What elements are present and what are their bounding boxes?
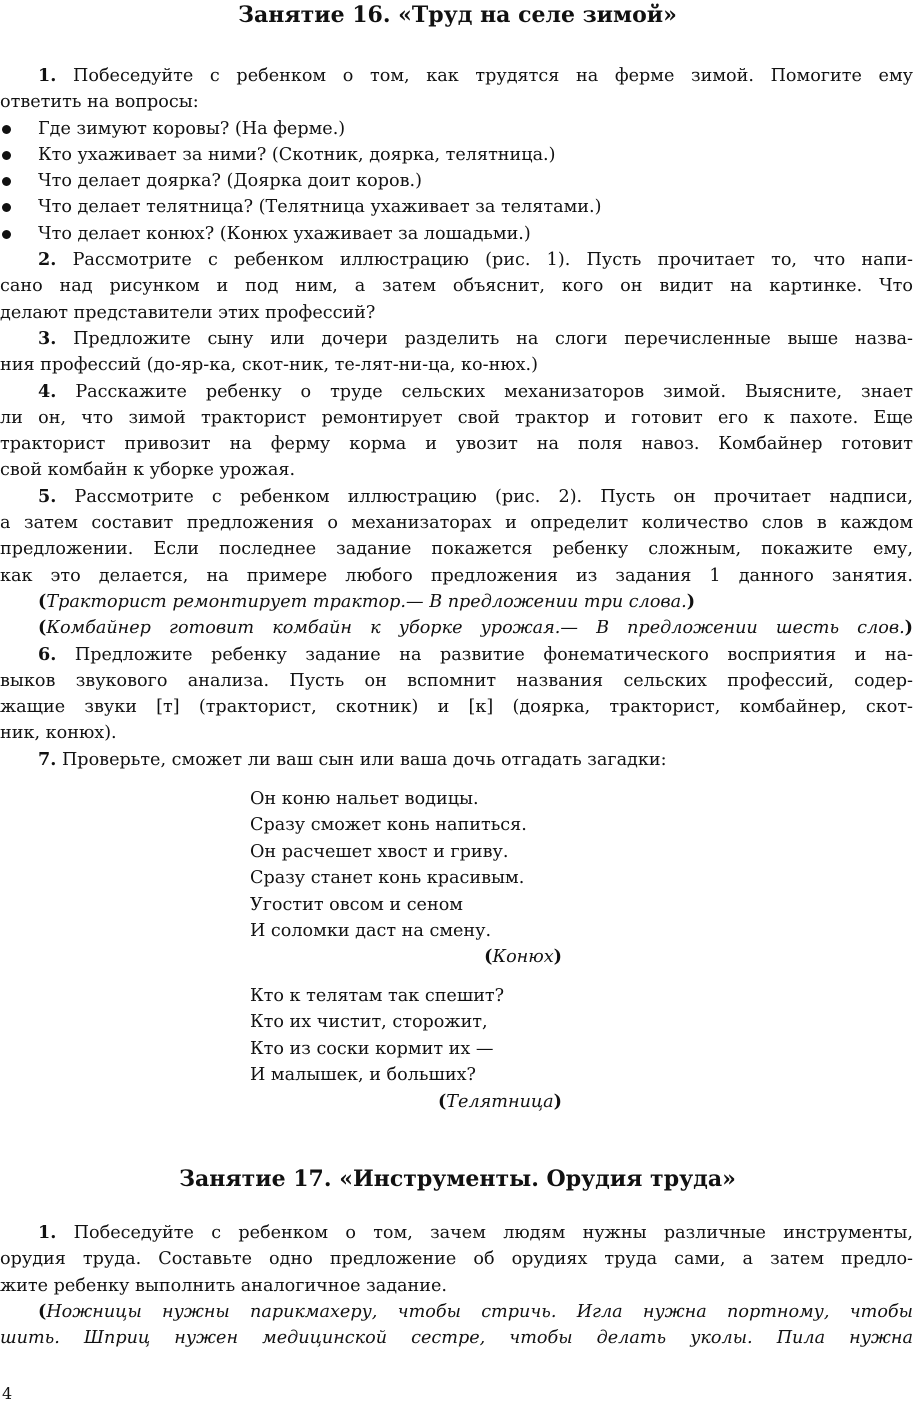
riddle-line: Сразу станет конь красивым. <box>250 868 525 889</box>
paren: ( <box>437 1090 447 1112</box>
text-line <box>0 300 913 326</box>
italic-text: Комбайнер готовит комбайн к уборке урожая.— В предложении шесть слов. <box>46 618 905 639</box>
text-line <box>0 720 913 746</box>
text-line <box>0 668 913 694</box>
text: Кто ухаживает за ними? (Скотник, доярка, телятница.) <box>38 144 556 165</box>
answer-text: Конюх <box>492 947 554 968</box>
text: а затем составит предложения о механизаторах и определит количество слов в каждом <box>0 513 913 534</box>
text-line <box>0 273 913 299</box>
text-line <box>0 694 913 720</box>
text: Проверьте, сможет ли ваш сын или ваша дочь отгадать загадки: <box>56 749 667 770</box>
riddle-line: Кто из соски кормит их — <box>250 1038 494 1059</box>
riddle-line: Кто их чистит, сторожит, <box>250 1012 488 1033</box>
text: тракторист привозит на ферму корма и увозит на поля навоз. Комбайнер готовит <box>0 434 913 455</box>
text: свой комбайн к уборке урожая. <box>0 460 296 481</box>
text-line <box>0 589 913 615</box>
text: Что делает конюх? (Конюх ухаживает за лошадьми.) <box>38 223 531 244</box>
text: ник, конюх). <box>0 723 117 744</box>
text: делают представители этих профессий? <box>0 302 376 323</box>
riddle-line: Угостит овсом и сеном <box>250 894 463 915</box>
riddle-line: Кто к телятам так спешит? <box>250 986 505 1006</box>
bullet-icon <box>2 151 11 160</box>
lesson-16-title: Занятие 16. «Труд на селе зимой» <box>238 2 677 28</box>
bold-text: 4. <box>38 380 57 402</box>
bold-text: ( <box>38 1300 47 1322</box>
list-item <box>0 221 913 247</box>
riddle-line: Сразу сможет конь напиться. <box>250 815 527 836</box>
bold-text: 1. <box>38 1222 57 1243</box>
riddle-2 <box>250 983 562 1115</box>
italic-text: шить. Шприц нужен медицинской сестре, чтобы делать уколы. Пила нужна <box>0 1328 913 1349</box>
riddle-line: И соломки даст на смену. <box>250 920 492 941</box>
text: ния профессий (до-яр-ка, скот-ник, те-лят-ни-ца, ко-нюх.) <box>0 355 539 376</box>
riddle-answer <box>250 944 562 970</box>
text-line <box>0 379 913 405</box>
text: Предложите ребенку задание на развитие фонематического восприятия и на- <box>56 644 913 665</box>
paren: ) <box>553 946 562 968</box>
italic-text: Тракторист ремонтирует трактор.— В предложении три слова. <box>46 591 687 612</box>
bold-text: 2. <box>38 249 57 271</box>
text-line <box>0 352 913 378</box>
text-line <box>0 484 913 510</box>
text-line <box>0 1299 913 1325</box>
text-line <box>0 457 913 483</box>
text-line <box>0 563 913 589</box>
text-line <box>0 1246 913 1272</box>
text: Что делает доярка? (Доярка доит коров.) <box>38 171 422 192</box>
bold-text: 5. <box>38 485 57 507</box>
page-number: 4 <box>2 1384 13 1403</box>
text: Предложите сыну или дочери разделить на слоги перечисленные выше назва- <box>56 328 913 349</box>
text: жащие звуки [т] (тракторист, скотник) и [к] (доярка, тракторист, комбайнер, скот- <box>0 697 913 718</box>
list-item <box>0 142 913 168</box>
bold-text: 1. <box>38 65 57 86</box>
bullet-icon <box>2 230 11 239</box>
bullet-icon <box>2 125 11 134</box>
bold-text: ) <box>904 617 913 639</box>
text: сано над рисунком и под ним, а затем объяснит, кого он видит на картинке. Что <box>0 276 913 297</box>
text-line <box>0 326 913 352</box>
text: как это делается, на примере любого предложения из задания 1 данного занятия. <box>0 565 913 586</box>
text: Расскажите ребенку о труде сельских механизаторов зимой. Выясните, знает <box>56 381 913 402</box>
riddle-line: И малышек, и больших? <box>250 1065 476 1086</box>
text-line <box>0 536 913 562</box>
text-line <box>0 1273 913 1299</box>
text: ответить на вопросы: <box>0 92 199 113</box>
bold-text: ( <box>38 617 47 639</box>
bold-text: ( <box>38 590 47 612</box>
text-line <box>0 247 913 273</box>
text-line <box>0 1325 913 1351</box>
bold-text: 3. <box>38 327 57 349</box>
riddle-line: Он коню нальет водицы. <box>250 789 479 809</box>
paren: ) <box>553 1090 562 1112</box>
text-line <box>0 510 913 536</box>
list-item <box>0 168 913 194</box>
text-line <box>0 615 913 641</box>
text: ли он, что зимой тракторист ремонтирует свой трактор и готовит его к пахоте. Еще <box>0 407 913 428</box>
text-line <box>0 747 913 773</box>
answer-text: Телятница <box>446 1091 554 1112</box>
text: жите ребенку выполнить аналогичное задание. <box>0 1275 447 1296</box>
text-line <box>0 642 913 668</box>
lesson-17-body <box>0 1220 913 1351</box>
text: Рассмотрите с ребенком иллюстрацию (рис. 2). Пусть он прочитает надписи, <box>56 486 913 507</box>
riddle-1 <box>250 786 562 971</box>
bullet-icon <box>2 203 11 212</box>
riddle-answer <box>250 1089 562 1115</box>
text-line <box>0 1220 913 1246</box>
text-line <box>0 63 913 89</box>
text-line <box>0 431 913 457</box>
bold-text: ) <box>686 590 696 612</box>
text-line <box>0 405 913 431</box>
italic-text: Ножницы нужны парикмахеру, чтобы стричь. Игла нужна портному, чтобы <box>46 1301 913 1322</box>
text: орудия труда. Составьте одно предложение об орудиях труда сами, а затем предло- <box>0 1249 913 1270</box>
text: Где зимуют коровы? (На ферме.) <box>38 118 346 139</box>
text: Побеседуйте с ребенком о том, зачем людям нужны различные инструменты, <box>56 1223 913 1243</box>
riddle-line: Он расчешет хвост и гриву. <box>250 841 509 862</box>
text: предложении. Если последнее задание покажется ребенку сложным, покажите ему, <box>0 539 913 560</box>
text: Что делает телятница? (Телятница ухаживает за телятами.) <box>38 197 602 218</box>
list-item <box>0 194 913 220</box>
lesson-16-body <box>0 63 913 773</box>
bold-text: 6. <box>38 643 57 665</box>
bold-text: 7. <box>38 748 57 770</box>
list-item <box>0 116 913 142</box>
text-line <box>0 89 913 115</box>
paren: ( <box>484 946 493 968</box>
lesson-17-title: Занятие 17. «Инструменты. Орудия труда» <box>179 1166 736 1192</box>
bullet-icon <box>2 177 11 186</box>
text: выков звукового анализа. Пусть он вспомнит названия сельских профессий, содер- <box>0 670 913 691</box>
text: Рассмотрите с ребенком иллюстрацию (рис. 1). Пусть прочитает то, что напи- <box>56 250 913 271</box>
text: Побеседуйте с ребенком о том, как трудятся на ферме зимой. Помогите ему <box>56 66 913 86</box>
